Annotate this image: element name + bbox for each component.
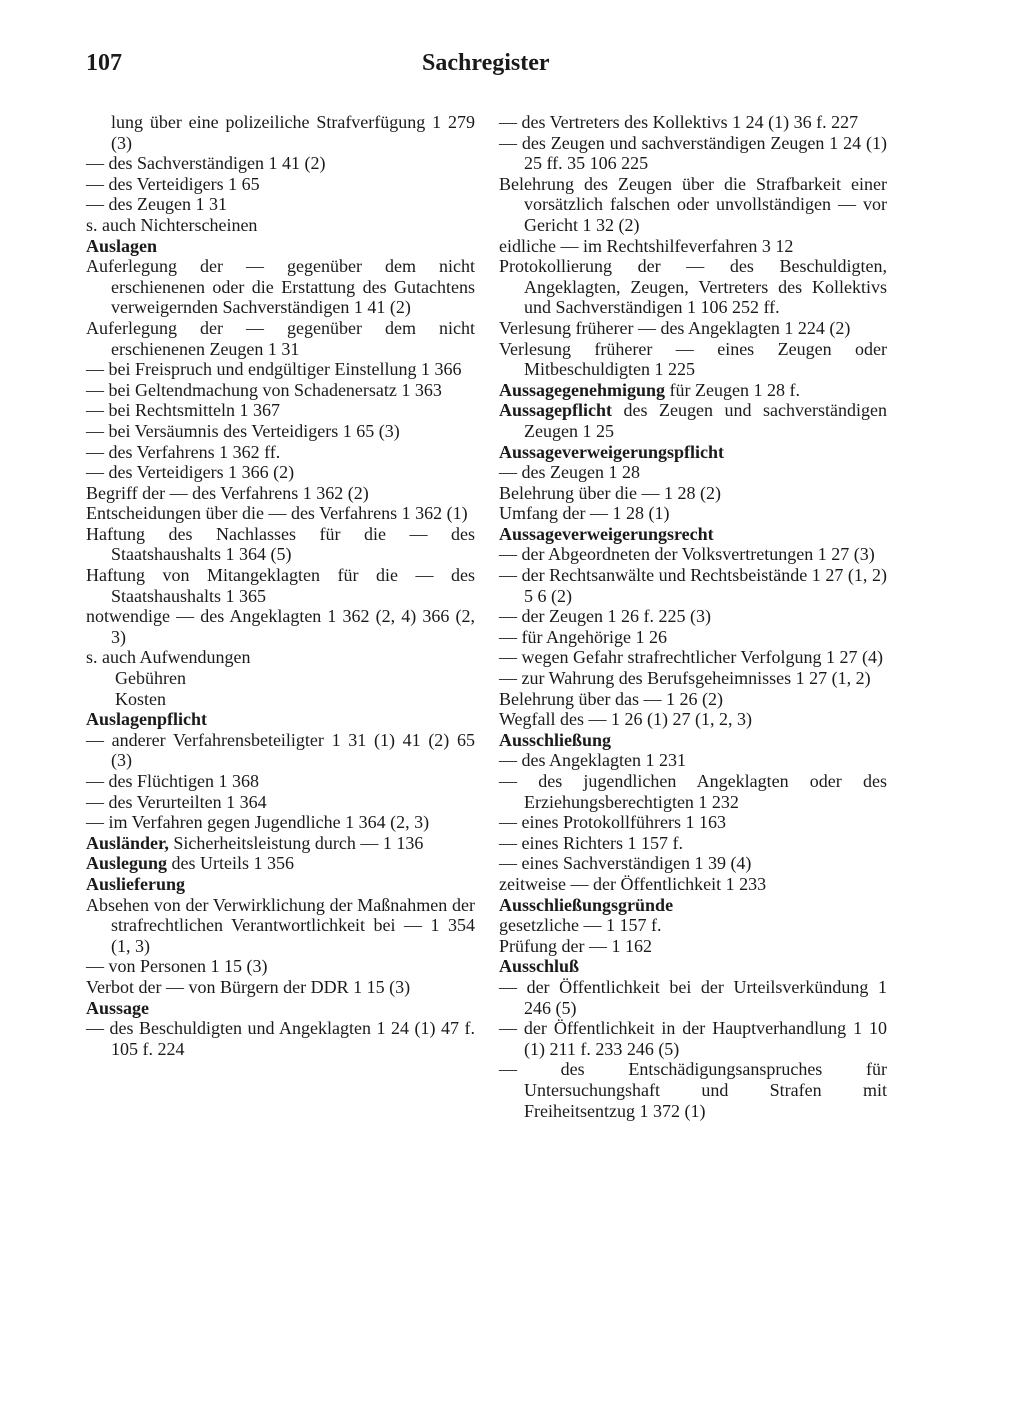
index-entry: Verlesung früherer — eines Zeugen oder Mitbeschuldigten 1 225: [499, 338, 887, 380]
index-entry-heading: [499, 380, 887, 401]
index-term: Ausländer,: [86, 832, 169, 853]
index-subentry: — bei Freispruch und endgültiger Einstellung 1 366: [86, 359, 462, 380]
index-heading: Aussage: [86, 997, 150, 1018]
index-subentry: — des Sachverständigen 1 41 (2): [86, 153, 326, 174]
index-subentry: — des Verfahrens 1 362 ff.: [86, 441, 281, 462]
index-subentry: — des Angeklagten 1 231: [499, 750, 686, 771]
index-subentry: — im Verfahren gegen Jugendliche 1 364 (2, 3): [86, 812, 430, 833]
index-entry: Verlesung früherer — des Angeklagten 1 224 (2): [499, 317, 851, 338]
index-entry: zeitweise — der Öffentlichkeit 1 233: [499, 873, 767, 894]
index-heading: Aussageverweigerungsrecht: [499, 523, 714, 544]
index-term: Auslegung: [86, 853, 168, 874]
index-entry: Protokollierung der — des Beschuldigten, Angeklagten, Zeugen, Vertreters des Kollektivs und Sachverständigen 1 106 252 ff.: [499, 256, 887, 318]
index-entry: Haftung des Nachlasses für die — des Staatshaushalts 1 364 (5): [86, 523, 475, 565]
index-entry-text: des Zeugen und sachverständigen Zeugen 1 25: [524, 400, 887, 441]
index-subentry: — des Beschuldigten und Angeklagten 1 24 (1) 47 f. 105 f. 224: [86, 1018, 475, 1059]
index-entry: Wegfall des — 1 26 (1) 27 (1, 2, 3): [499, 709, 752, 730]
index-subentry: — des Zeugen und sachverständigen Zeugen 1 24 (1) 25 ff. 35 106 225: [499, 132, 887, 174]
index-entry: Verbot der — von Bürgern der DDR 1 15 (3): [86, 976, 411, 997]
index-entry: Belehrung über die — 1 28 (2): [499, 482, 721, 503]
index-heading: Auslieferung: [86, 873, 185, 894]
index-subentry: — des jugendlichen Angeklagten oder des Erziehungsberechtigten 1 232: [499, 771, 887, 812]
index-continuation: lung über eine polizeiliche Strafverfügung 1 279 (3): [111, 112, 475, 153]
index-entry: eidliche — im Rechtshilfeverfahren 3 12: [499, 235, 794, 256]
index-entry: gesetzliche — 1 157 f.: [499, 915, 662, 936]
index-entry: Entscheidungen über die — des Verfahrens 1 362 (1): [86, 503, 468, 524]
index-column-left: [86, 112, 475, 1059]
index-subentry: — des Verteidigers 1 366 (2): [86, 462, 295, 483]
index-cross-reference: Kosten: [115, 688, 166, 709]
index-subentry: — der Abgeordneten der Volksvertretungen 1 27 (3): [499, 544, 875, 565]
index-entry: s. auch Aufwendungen: [86, 647, 251, 668]
index-entry-text: Sicherheitsleistung durch — 1 136: [168, 832, 424, 853]
index-subentry: — für Angehörige 1 26: [499, 626, 667, 647]
index-subentry: — des Vertreters des Kollektivs 1 24 (1) 36 f. 227: [499, 112, 859, 132]
index-entry-text: des Urteils 1 356: [167, 853, 295, 874]
index-subentry: — des Zeugen 1 31: [86, 194, 227, 215]
page-number: 107: [86, 50, 122, 76]
index-heading: Auslagenpflicht: [86, 709, 208, 730]
index-heading: Ausschließungsgründe: [499, 894, 674, 915]
index-subentry: — eines Richters 1 157 f.: [499, 832, 683, 853]
index-entry: Belehrung über das — 1 26 (2): [499, 688, 723, 709]
index-subentry: — bei Rechtsmitteln 1 367: [86, 400, 280, 421]
index-entry: Haftung von Mitangeklagten für die — des Staatshaushalts 1 365: [86, 565, 475, 606]
index-entry: Auferlegung der — gegenüber dem nicht erschienenen Zeugen 1 31: [86, 317, 475, 359]
index-entry: Umfang der — 1 28 (1): [499, 503, 670, 524]
index-heading: Auslagen: [86, 235, 158, 256]
index-subentry: — der Rechtsanwälte und Rechtsbeistände 1 27 (1, 2) 5 6 (2): [499, 565, 887, 606]
index-column-right: [499, 112, 887, 1121]
index-heading: Ausschluß: [499, 956, 580, 977]
index-entry: Prüfung der — 1 162: [499, 935, 652, 956]
index-entry: notwendige — des Angeklagten 1 362 (2, 4) 366 (2, 3): [86, 606, 475, 647]
index-subentry: — zur Wahrung des Berufsgeheimnisses 1 27 (1, 2): [499, 668, 871, 689]
index-term: Aussagepflicht: [499, 400, 613, 421]
index-entry-heading: [86, 853, 475, 874]
index-subentry: — anderer Verfahrensbeteiligter 1 31 (1) 41 (2) 65 (3): [86, 729, 475, 771]
index-subentry: — der Öffentlichkeit in der Hauptverhandlung 1 10 (1) 211 f. 233 246 (5): [499, 1018, 887, 1059]
index-entry: Belehrung des Zeugen über die Strafbarkeit einer vorsätzlich falschen oder unvollständigen — vor Gericht 1 32 (2): [499, 173, 887, 235]
index-entry-heading: [86, 833, 475, 854]
index-subentry: — des Flüchtigen 1 368: [86, 771, 259, 791]
index-subentry: — der Zeugen 1 26 f. 225 (3): [499, 606, 711, 627]
index-subentry: — bei Versäumnis des Verteidigers 1 65 (3): [86, 420, 400, 441]
index-subentry: — eines Protokollführers 1 163: [499, 812, 726, 833]
index-heading: Ausschließung: [499, 729, 612, 750]
index-subentry: — von Personen 1 15 (3): [86, 956, 268, 977]
index-entry-text: für Zeugen 1 28 f.: [665, 379, 800, 400]
index-subentry: — des Verteidigers 1 65: [86, 173, 260, 194]
index-entry: Begriff der — des Verfahrens 1 362 (2): [86, 482, 369, 503]
index-subentry: — wegen Gefahr strafrechtlicher Verfolgung 1 27 (4): [499, 647, 884, 668]
index-term: Aussagegenehmigung: [499, 379, 666, 400]
index-entry-heading: [499, 400, 887, 441]
index-entry: Absehen von der Verwirklichung der Maßnahmen der strafrechtlichen Verantwortlichkeit bei — 1 354 (1, 3): [86, 894, 475, 956]
index-subentry: — bei Geltendmachung von Schadenersatz 1 363: [86, 379, 442, 400]
index-cross-reference: Gebühren: [115, 668, 186, 689]
index-entry: Auferlegung der — gegenüber dem nicht erschienenen oder die Erstattung des Gutachtens verweigernden Sachverständigen 1 41 (2): [86, 256, 475, 318]
index-entry: s. auch Nichterscheinen: [86, 214, 258, 235]
index-subentry: — des Zeugen 1 28: [499, 462, 640, 483]
index-heading: Aussageverweigerungspflicht: [499, 441, 724, 462]
page-title: Sachregister: [422, 50, 550, 76]
index-subentry: — der Öffentlichkeit bei der Urteilsverkündung 1 246 (5): [499, 976, 887, 1018]
index-subentry: — des Verurteilten 1 364: [86, 791, 267, 812]
index-subentry: — eines Sachverständigen 1 39 (4): [499, 853, 752, 874]
index-subentry: — des Entschädigungsanspruches für Untersuchungshaft und Strafen mit Freiheitsentzug 1 372 (1): [499, 1059, 887, 1121]
